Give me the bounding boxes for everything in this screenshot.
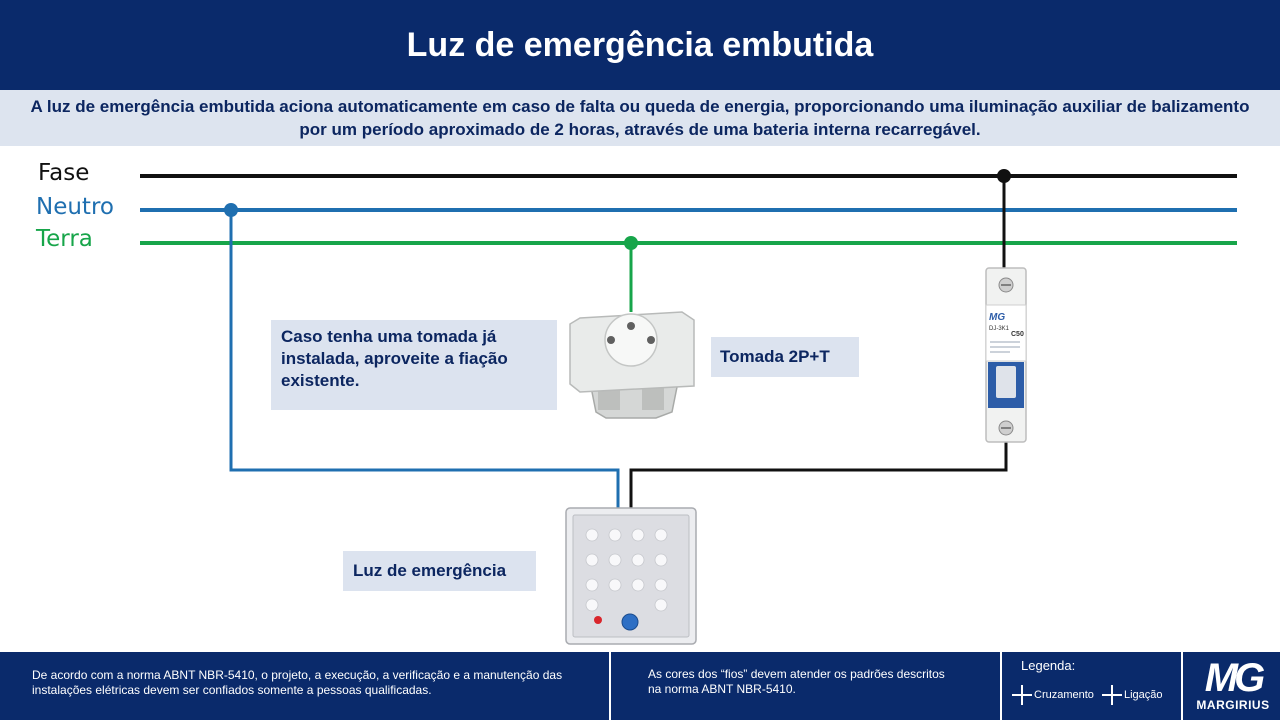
footer-divider	[1181, 652, 1183, 720]
footer-divider	[1000, 652, 1002, 720]
legend-title: Legenda:	[1021, 658, 1076, 673]
legend-crossing	[1012, 685, 1094, 705]
circuit-breaker-icon	[986, 268, 1026, 442]
logo-mark: MG	[1204, 656, 1262, 700]
existing-outlet-text: Caso tenha uma tomada já instalada, aproveite a fiação existente.	[281, 327, 508, 390]
legend-connection-label: Ligação	[1124, 689, 1163, 701]
outlet-icon	[570, 312, 694, 418]
terra-label: Terra	[36, 226, 93, 252]
norm-notice: De acordo com a norma ABNT NBR-5410, o projeto, a execução, a verificação e a manutenção das instalações elétricas devem ser confiados somente a pessoas qualificadas.	[32, 668, 563, 697]
breaker-brand: MG	[989, 312, 1006, 323]
outlet-label: Tomada 2P+T	[720, 347, 830, 366]
margirius-logo	[1192, 658, 1274, 712]
page-title: Luz de emergência embutida	[406, 25, 874, 64]
fase-label: Fase	[38, 160, 90, 186]
legend-connection	[1102, 685, 1163, 705]
emergency-light-icon	[566, 508, 696, 644]
neutro-label: Neutro	[36, 194, 114, 220]
neutro-connection-dot	[224, 203, 238, 217]
crossing-icon	[1012, 685, 1032, 705]
footer-divider	[609, 652, 611, 720]
footer	[0, 652, 1280, 720]
description-text: A luz de emergência embutida aciona automaticamente em caso de falta ou queda de energia, proporcionando uma iluminação auxiliar de balizamento por um período aproximado de 2 horas, através de uma bateria interna recarregável.	[30, 97, 1250, 139]
wire-colors-notice: As cores dos “fios” devem atender os padrões descritos na norma ABNT NBR-5410.	[648, 667, 945, 696]
legend-crossing-label: Cruzamento	[1034, 689, 1094, 701]
connection-icon	[1102, 685, 1122, 705]
emergency-light-label: Luz de emergência	[353, 561, 507, 580]
existing-outlet-callout	[271, 320, 557, 410]
breaker-rating: C50	[1011, 331, 1024, 338]
fase-connection-dot	[997, 169, 1011, 183]
emergency-light-callout	[343, 551, 536, 591]
fase-return-wire	[631, 440, 1006, 510]
logo-name: MARGIRIUS	[1196, 698, 1270, 712]
breaker-model: DJ-3K1	[989, 326, 1010, 332]
terra-connection-dot	[624, 236, 638, 250]
outlet-callout	[711, 337, 859, 377]
